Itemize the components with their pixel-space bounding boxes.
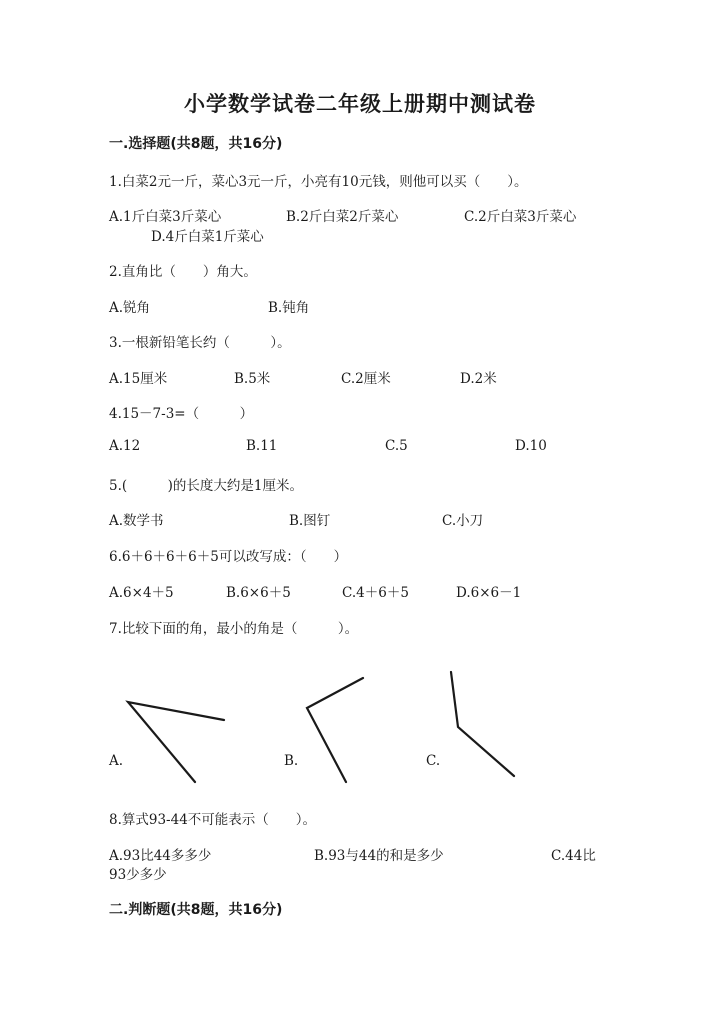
question-6-option-a: A.6×4＋5	[109, 585, 174, 601]
question-3-option-d: D.2米	[460, 371, 497, 387]
question-4-option-c: C.5	[385, 438, 408, 454]
angle-c-figure	[451, 672, 514, 776]
question-7-angle-figures	[100, 662, 540, 787]
question-1-option-d: D.4斤白菜1斤菜心	[151, 229, 264, 245]
question-5-text: 5.( )的长度大约是1厘米。	[109, 478, 304, 494]
question-3-option-b: B.5米	[234, 371, 271, 387]
question-2-option-b: B.钝角	[268, 300, 310, 316]
question-4-option-b: B.11	[246, 438, 278, 454]
section-heading-judgement: 二.判断题(共8题，共16分)	[109, 902, 283, 918]
question-6-option-c: C.4＋6＋5	[342, 585, 409, 601]
question-8-option-c: C.44比	[551, 848, 596, 864]
question-3-option-a: A.15厘米	[109, 371, 168, 387]
question-4-option-a: A.12	[109, 438, 141, 454]
question-2-text: 2.直角比（ ）角大。	[109, 264, 257, 280]
question-8-option-a: A.93比44多多少	[109, 848, 212, 864]
question-3-option-c: C.2厘米	[341, 371, 391, 387]
question-8-text: 8.算式93-44不可能表示（ ）。	[109, 812, 317, 828]
angle-b-figure	[307, 678, 363, 782]
question-6-option-d: D.6×6－1	[456, 585, 522, 601]
question-1-option-a: A.1斤白菜3斤菜心	[109, 209, 222, 225]
question-2-option-a: A.锐角	[109, 300, 151, 316]
question-1-text: 1.白菜2元一斤，菜心3元一斤，小亮有10元钱，则他可以买（ ）。	[109, 174, 528, 190]
question-5-option-a: A.数学书	[109, 513, 164, 529]
angle-a-figure	[128, 702, 224, 782]
section-heading-choice: 一.选择题(共8题，共16分)	[109, 136, 283, 152]
page-title: 小学数学试卷二年级上册期中测试卷	[184, 92, 536, 116]
question-7-option-a: A.	[109, 753, 124, 769]
question-7-option-b: B.	[284, 753, 299, 769]
question-6-text: 6.6＋6＋6＋6＋5可以改写成：（ ）	[109, 549, 348, 565]
question-4-text: 4.15－7-3=（ ）	[109, 406, 254, 422]
question-1-option-b: B.2斤白菜2斤菜心	[286, 209, 399, 225]
question-7-option-c: C.	[426, 753, 441, 769]
question-5-option-b: B.图钉	[289, 513, 331, 529]
question-8-option-c-continued: 93少多少	[109, 867, 167, 883]
question-5-option-c: C.小刀	[442, 513, 484, 529]
question-1-option-c: C.2斤白菜3斤菜心	[464, 209, 577, 225]
question-7-text: 7.比较下面的角，最小的角是（ ）。	[109, 621, 359, 637]
question-8-option-b: B.93与44的和是多少	[314, 848, 444, 864]
question-6-option-b: B.6×6＋5	[226, 585, 291, 601]
question-4-option-d: D.10	[515, 438, 547, 454]
question-3-text: 3.一根新铅笔长约（ ）。	[109, 335, 291, 351]
